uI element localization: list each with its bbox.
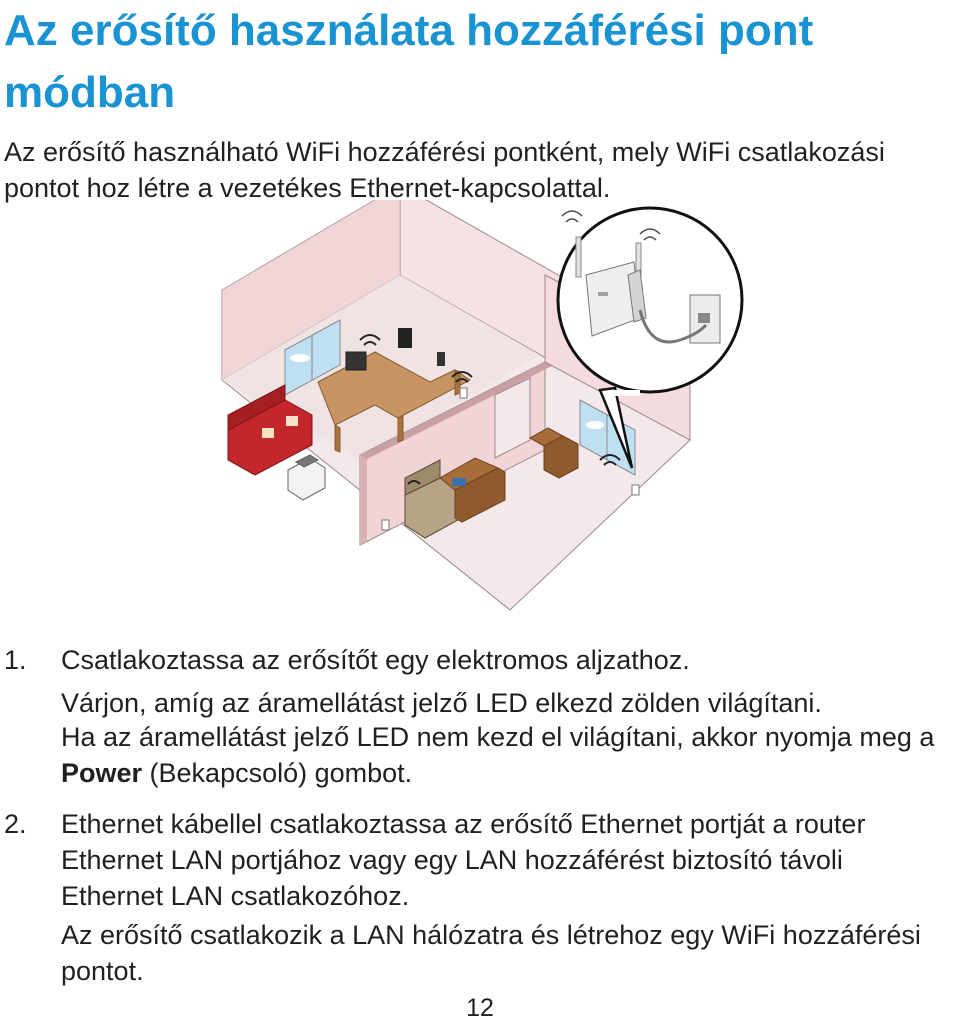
step-1-number: 1. bbox=[4, 645, 27, 675]
house-floorplan-illustration bbox=[200, 200, 760, 630]
power-button-label: Power bbox=[61, 758, 143, 788]
step-2-note: Az erősítő csatlakozik a LAN hálózatra és létrehoz egy WiFi hozzáférési pontot. bbox=[61, 920, 921, 986]
step-1-note: Várjon, amíg az áramellátást jelző LED elkezd zölden világítani. bbox=[61, 688, 822, 718]
router bbox=[398, 328, 412, 348]
step-1-text: Csatlakoztassa az erősítőt egy elektromos aljzathoz. bbox=[61, 645, 690, 675]
printer bbox=[288, 455, 325, 500]
ethernet-wall-jack bbox=[690, 295, 720, 343]
monitor bbox=[346, 352, 366, 370]
step-2-number: 2. bbox=[4, 809, 27, 839]
page-number: 12 bbox=[466, 994, 494, 1022]
intro-paragraph: Az erősítő használható WiFi hozzáférési pontként, mely WiFi csatlakozási pontot hoz létre a vezetékes Ethernet-kapcsolattal. bbox=[4, 137, 885, 203]
step-1-power-note bbox=[61, 719, 951, 791]
power-note-text: Ha az áramellátást jelző LED nem kezd el világítani, akkor nyomja meg a bbox=[61, 722, 935, 752]
power-note-suffix: (Bekapcsoló) gombot. bbox=[142, 758, 413, 788]
page-title: Az erősítő használata hozzáférési pont módban bbox=[4, 6, 814, 117]
step-2-text: Ethernet kábellel csatlakoztassa az erősítő Ethernet portját a router Ethernet LAN portjához vagy egy LAN hozzáférést biztosító távoli Ethernet LAN csatlakozóhoz. bbox=[61, 809, 866, 911]
